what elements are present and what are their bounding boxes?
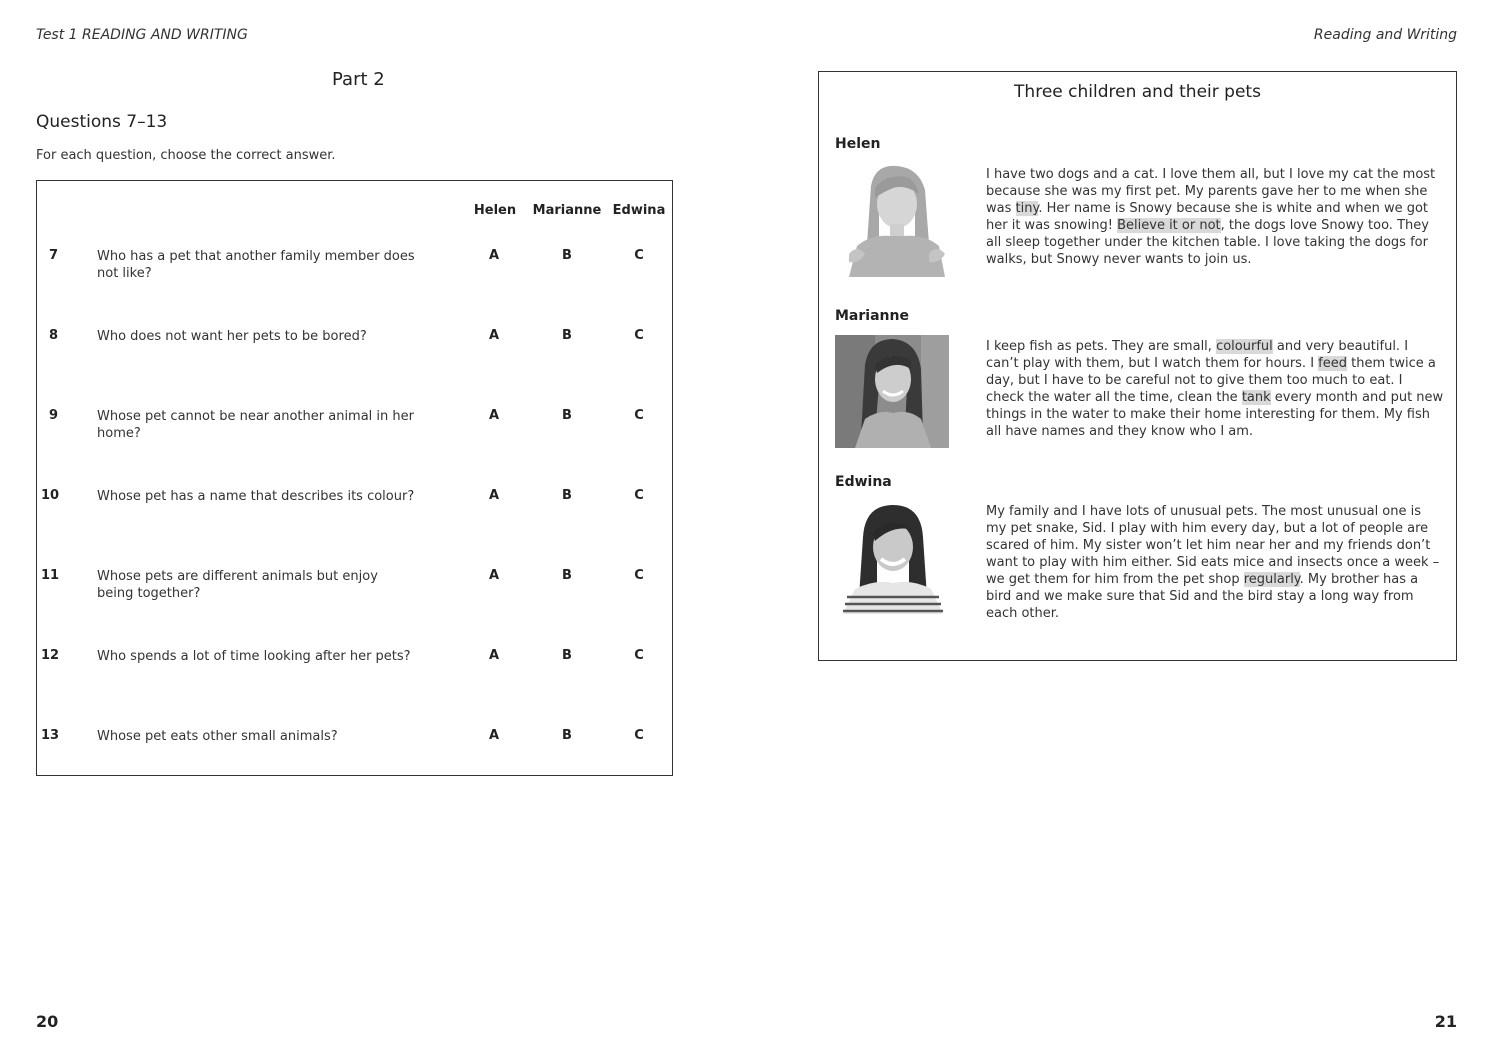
option-b[interactable]: B [562, 408, 572, 423]
option-a[interactable]: A [488, 328, 500, 343]
question-text: Who has a pet that another family member does not like? [97, 249, 415, 281]
question-row [37, 488, 672, 528]
option-b[interactable]: B [562, 248, 572, 263]
question-number: 7 [49, 248, 59, 263]
vocab-highlight: Believe it or not [1117, 218, 1221, 233]
question-number: 8 [49, 328, 59, 343]
edwina-text-part: My family and I have lots of unusual pets. The most unusual one is my pet snake, Sid. I play with him every day, but a lot of people are scared of him. My sister won’t let him near her and my friends don’t want to play with him either. Sid eats mice and insects once a week – we get them for him from the pet shop [986, 504, 1440, 587]
instruction-text: For each question, choose the correct answer. [36, 148, 336, 163]
vocab-highlight: feed [1318, 356, 1347, 371]
question-row [37, 728, 672, 768]
option-b[interactable]: B [562, 648, 572, 663]
option-a[interactable]: A [488, 488, 500, 503]
option-b[interactable]: B [562, 328, 572, 343]
marianne-text [986, 338, 1444, 440]
question-number: 12 [41, 648, 60, 663]
question-number: 13 [41, 728, 60, 743]
option-b[interactable]: B [562, 728, 572, 743]
option-a[interactable]: A [488, 568, 500, 583]
column-header-edwina: Edwina [612, 203, 666, 218]
option-a[interactable]: A [488, 408, 500, 423]
page-number-left: 20 [36, 1012, 59, 1031]
option-a[interactable]: A [488, 648, 500, 663]
question-row [37, 568, 672, 608]
helen-text-part: I have two dogs and a cat. I love them all, but I love my cat the most because she was my first pet. My parents gave her to me when she was [986, 167, 1436, 216]
option-b[interactable]: B [562, 488, 572, 503]
passage-title: Three children and their pets [1014, 82, 1261, 102]
marianne-name: Marianne [835, 308, 909, 324]
option-c[interactable]: C [634, 568, 644, 583]
question-number: 9 [49, 408, 59, 423]
question-text: Whose pet eats other small animals? [97, 729, 338, 744]
helen-photo [835, 164, 949, 277]
question-row [37, 648, 672, 688]
helen-text [986, 166, 1444, 268]
part-title: Part 2 [332, 69, 385, 90]
edwina-name: Edwina [835, 474, 892, 490]
helen-name: Helen [835, 136, 881, 152]
question-text: Whose pet cannot be near another animal in her home? [97, 409, 414, 441]
running-header-left: Test 1 READING AND WRITING [36, 27, 248, 43]
vocab-highlight: tiny [1015, 201, 1039, 216]
reading-passage-box [818, 71, 1457, 661]
marianne-text-part: every month and put new things in the water to make their home interesting for them. My fish all have names and they know who I am. [986, 390, 1444, 439]
question-number: 10 [41, 488, 60, 503]
edwina-text-part: . My brother has a bird and we make sure that Sid and the bird stay a long way from each other. [986, 572, 1419, 621]
question-table [36, 180, 673, 776]
vocab-highlight: colourful [1216, 339, 1273, 354]
helen-text-part: , the dogs love Snowy too. They all sleep together under the kitchen table. I love taking the dogs for walks, but Snowy never wants to join us. [986, 218, 1429, 267]
question-text: Whose pet has a name that describes its colour? [97, 489, 415, 504]
question-text: Whose pets are different animals but enjoy being together? [97, 569, 378, 601]
running-header-right: Reading and Writing [1313, 27, 1457, 43]
option-c[interactable]: C [634, 488, 644, 503]
question-text: Who does not want her pets to be bored? [97, 329, 367, 344]
edwina-text [986, 503, 1444, 622]
vocab-highlight: tank [1241, 390, 1271, 405]
question-row [37, 408, 672, 448]
option-b[interactable]: B [562, 568, 572, 583]
option-c[interactable]: C [634, 248, 644, 263]
marianne-photo [835, 335, 949, 448]
question-row [37, 328, 672, 368]
edwina-photo [835, 501, 949, 614]
option-a[interactable]: A [488, 728, 500, 743]
page-number-right: 21 [1434, 1012, 1457, 1031]
question-number: 11 [41, 568, 60, 583]
questions-title: Questions 7–13 [36, 112, 168, 132]
vocab-highlight: regularly [1243, 572, 1300, 587]
option-c[interactable]: C [634, 408, 644, 423]
column-header-marianne: Marianne [532, 203, 602, 218]
marianne-text-part: and very beautiful. I can’t play with them, but I watch them for hours. I [986, 339, 1409, 371]
question-row [37, 248, 672, 288]
marianne-text-part: them twice a day, but I have to be careful not to give them too much to eat. I check the water all the time, clean the [986, 356, 1436, 405]
question-text: Who spends a lot of time looking after her pets? [97, 649, 411, 664]
option-c[interactable]: C [634, 328, 644, 343]
helen-text-part: . Her name is Snowy because she is white and when we got her it was snowing! [986, 201, 1429, 233]
marianne-text-part: I keep fish as pets. They are small, [986, 339, 1217, 354]
column-header-helen: Helen [473, 203, 517, 218]
option-a[interactable]: A [488, 248, 500, 263]
option-c[interactable]: C [634, 648, 644, 663]
option-c[interactable]: C [634, 728, 644, 743]
